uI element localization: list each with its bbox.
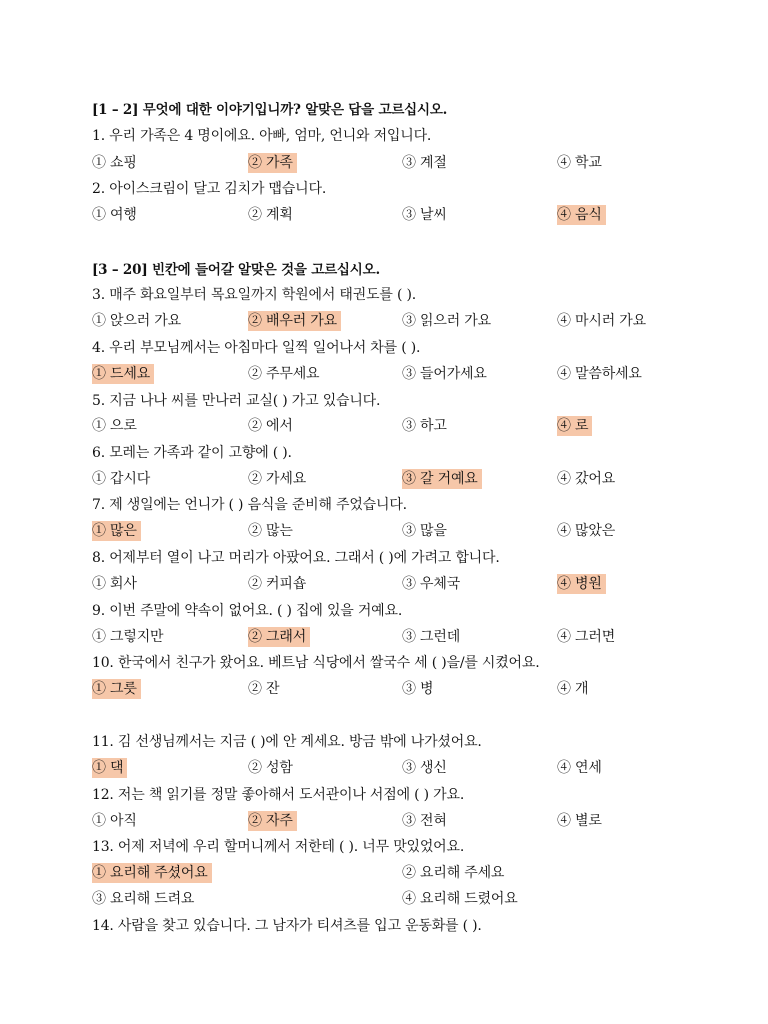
q1-option-2-answer: ② 가족: [248, 153, 297, 173]
q12-option-1: ① 아직: [92, 813, 137, 829]
q5-option-1: ① 으로: [92, 418, 137, 434]
q9-option-1: ① 그렇지만: [92, 629, 164, 645]
question-5: 5. 지금 나나 씨를 만나러 교실( ) 가고 있습니다.: [92, 393, 381, 409]
q7-option-4: ④ 많았은: [557, 523, 616, 539]
q3-option-3: ③ 읽으러 가요: [402, 313, 491, 329]
q3-option-4: ④ 마시러 가요: [557, 313, 646, 329]
q5-option-3: ③ 하고: [402, 418, 447, 434]
q12-option-2-answer: ② 자주: [248, 811, 297, 831]
q4-option-3: ③ 들어가세요: [402, 366, 487, 382]
q5-option-2: ② 에서: [248, 418, 293, 434]
question-13: 13. 어제 저녁에 우리 할머니께서 저한테 ( ). 너무 맛있었어요.: [92, 839, 465, 855]
question-14: 14. 사람을 찾고 있습니다. 그 남자가 티셔츠를 입고 운동화를 ( ).: [92, 918, 482, 934]
q8-option-4-answer: ④ 병원: [557, 574, 606, 594]
q3-option-2-answer: ② 배우러 가요: [248, 311, 341, 331]
q2-option-3: ③ 날씨: [402, 207, 447, 223]
q6-option-4: ④ 갔어요: [557, 471, 616, 487]
q10-option-3: ③ 병: [402, 681, 434, 697]
question-6: 6. 모레는 가족과 같이 고향에 ( ).: [92, 445, 292, 461]
q1-option-3: ③ 계절: [402, 155, 447, 171]
question-2: 2. 아이스크림이 달고 김치가 맵습니다.: [92, 181, 327, 197]
q11-option-4: ④ 연세: [557, 760, 602, 776]
question-10: 10. 한국에서 친구가 왔어요. 베트남 식당에서 쌀국수 세 ( )을/를 시켰어요.: [92, 655, 540, 671]
q7-option-1-answer: ① 많은: [92, 521, 141, 541]
q8-option-3: ③ 우체국: [402, 576, 461, 592]
q11-option-3: ③ 생신: [402, 760, 447, 776]
q9-option-4: ④ 그러면: [557, 629, 616, 645]
q12-option-4: ④ 별로: [557, 813, 602, 829]
q9-option-3: ③ 그런데: [402, 629, 461, 645]
q6-option-3-answer: ③ 갈 거예요: [402, 469, 482, 489]
q10-option-4: ④ 개: [557, 681, 589, 697]
q11-option-2: ② 성함: [248, 760, 293, 776]
q2-option-1: ① 여행: [92, 207, 137, 223]
section2-header: [3 – 20] 빈칸에 들어갈 알맞은 것을 고르십시오.: [92, 262, 380, 278]
question-7: 7. 제 생일에는 언니가 ( ) 음식을 준비해 주었습니다.: [92, 497, 407, 513]
question-1: 1. 우리 가족은 4 명이에요. 아빠, 엄마, 언니와 저입니다.: [92, 128, 432, 144]
q9-option-2-answer: ② 그래서: [248, 627, 310, 647]
question-12: 12. 저는 책 읽기를 정말 좋아해서 도서관이나 서점에 ( ) 가요.: [92, 787, 465, 803]
q4-option-2: ② 주무세요: [248, 366, 320, 382]
q4-option-1-answer: ① 드세요: [92, 364, 154, 384]
q10-option-2: ② 잔: [248, 681, 280, 697]
q2-option-4-answer: ④ 음식: [557, 205, 606, 225]
q7-option-3: ③ 많을: [402, 523, 447, 539]
q7-option-2: ② 많는: [248, 523, 293, 539]
q8-option-2: ② 커피숍: [248, 576, 307, 592]
q13-option-4: ④ 요리해 드렸어요: [402, 891, 518, 907]
q11-option-1-answer: ① 댁: [92, 758, 127, 778]
question-3: 3. 매주 화요일부터 목요일까지 학원에서 태권도를 ( ).: [92, 287, 416, 303]
q10-option-1-answer: ① 그릇: [92, 679, 141, 699]
question-9: 9. 이번 주말에 약속이 없어요. ( ) 집에 있을 거예요.: [92, 603, 403, 619]
q3-option-1: ① 앉으러 가요: [92, 313, 181, 329]
q1-option-4: ④ 학교: [557, 155, 602, 171]
q1-option-1: ① 쇼핑: [92, 155, 137, 171]
q6-option-2: ② 가세요: [248, 471, 307, 487]
q2-option-2: ② 계획: [248, 207, 293, 223]
q4-option-4: ④ 말씀하세요: [557, 366, 642, 382]
q12-option-3: ③ 전혀: [402, 813, 447, 829]
question-11: 11. 김 선생님께서는 지금 ( )에 안 계세요. 방금 밖에 나가셨어요.: [92, 734, 482, 750]
q13-option-2: ② 요리해 주세요: [402, 865, 505, 881]
q6-option-1: ① 갑시다: [92, 471, 151, 487]
question-4: 4. 우리 부모님께서는 아침마다 일찍 일어나서 차를 ( ).: [92, 340, 421, 356]
question-8: 8. 어제부터 열이 나고 머리가 아팠어요. 그래서 ( )에 가려고 합니다.: [92, 550, 500, 566]
section1-header: [1 – 2] 무엇에 대한 이야기입니까? 알맞은 답을 고르십시오.: [92, 102, 448, 118]
q13-option-1-answer: ① 요리해 주셨어요: [92, 863, 212, 883]
q13-option-3: ③ 요리해 드려요: [92, 891, 195, 907]
q5-option-4-answer: ④ 로: [557, 416, 592, 436]
q8-option-1: ① 회사: [92, 576, 137, 592]
